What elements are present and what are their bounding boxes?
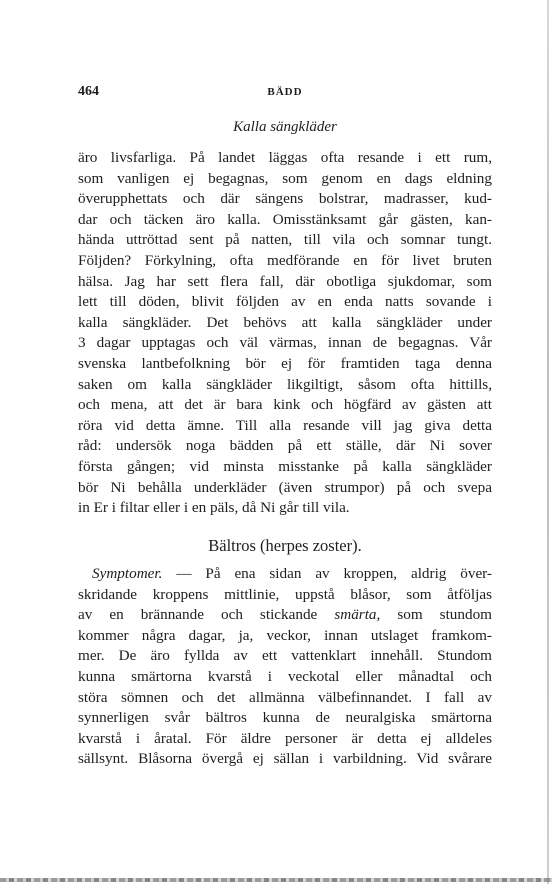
page-header [78,84,492,104]
text-line: svenska lantbefolkning bör ej för framtiden taga denna [78,354,492,372]
text-line: 3 dagar upptagas och väl värmas, innan de begagnas. Vår [78,334,492,352]
text-line: första gången; vid minsta misstanke på kalla sängkläder [78,457,492,475]
paragraph-continuation [78,626,492,770]
paragraph-symptomer [78,564,492,770]
text-fragment: som stundom [380,606,492,624]
text-line: störa sömnen och det allmänna välbefinnandet. I fall av [78,688,492,706]
text-line: lett till döden, blivit följden av en enda natts sovande i [78,293,492,311]
text-line: Följden? Förkylning, ofta medförande en för livet bruten [78,251,492,269]
page-edge-shadow [547,0,549,884]
text-line: saken om kalla sängkläder likgiltigt, såsom ofta hittills, [78,375,492,393]
text-line: sällsynt. Blåsorna övergå ej sällan i varbildning. Vid svårare [78,750,492,768]
text-line: bör Ni behålla underkläder (även strumpor) på och svepa [78,478,492,496]
italic-word: smärta, [334,606,381,624]
text-line: hända uttröttad sent på natten, till vila och somnar tungt. [78,231,492,249]
italic-lead: Symptomer. [92,565,163,582]
text-line [78,605,492,626]
text-line: råd: undersök noga bädden på ett ställe, där Ni sover [78,437,492,455]
page-bottom-edge [0,878,552,882]
text-line: kommer några dagar, ja, veckor, innan utslaget framkom- [78,626,492,644]
text-line [78,564,492,585]
subsection-title: Kalla sängkläder [233,119,337,135]
text-line: dar och täcken äro kalla. Omisstänksamt går gästen, kan- [78,210,492,228]
text-line: kalla sängkläder. Det behövs att kalla sängkläder under [78,313,492,331]
running-head: BÄDD [267,86,303,98]
text-line: mer. De äro fyllda av ett vattenklart innehåll. Stundom [78,647,492,665]
section-heading: Bältros (herpes zoster). [208,536,362,555]
text-line: överupphettats och där sängens bolstrar, madrasser, kud- [78,190,492,208]
text-line: kunna smärtorna kvarstå i veckotal eller månadtal och [78,667,492,685]
text-line: som vanligen ej begagnas, som genom en dags eldning [78,169,492,187]
text-line: röra vid detta ämne. Till alla resande vill jag giva detta [78,416,492,434]
text-line: äro livsfarliga. På landet läggas ofta resande i ett rum, [78,149,492,166]
text-fragment: av en brännande och stickande [78,606,335,624]
text-line: kvarstå i åratal. För äldre personer är detta ej alldeles [78,729,492,747]
text-line: och mena, att det är bara kink och högfärd av gästen att [78,396,492,414]
paragraph-kalla-sangklader [78,148,492,519]
text-fragment: — På ena sidan av kroppen, aldrig över- [162,565,492,582]
text-line: hälsa. Jag har sett flera fall, där obotliga sjukdomar, som [78,272,492,290]
text-line: skridande kroppens mittlinie, uppstå blåsor, som åtföljas [78,585,492,603]
text-line: in Er i filtar eller i en päls, då Ni går till vila. [78,499,350,517]
page-number: 464 [78,84,99,99]
text-line: synnerligen svår bältros kunna de neuralgiska smärtorna [78,709,492,727]
